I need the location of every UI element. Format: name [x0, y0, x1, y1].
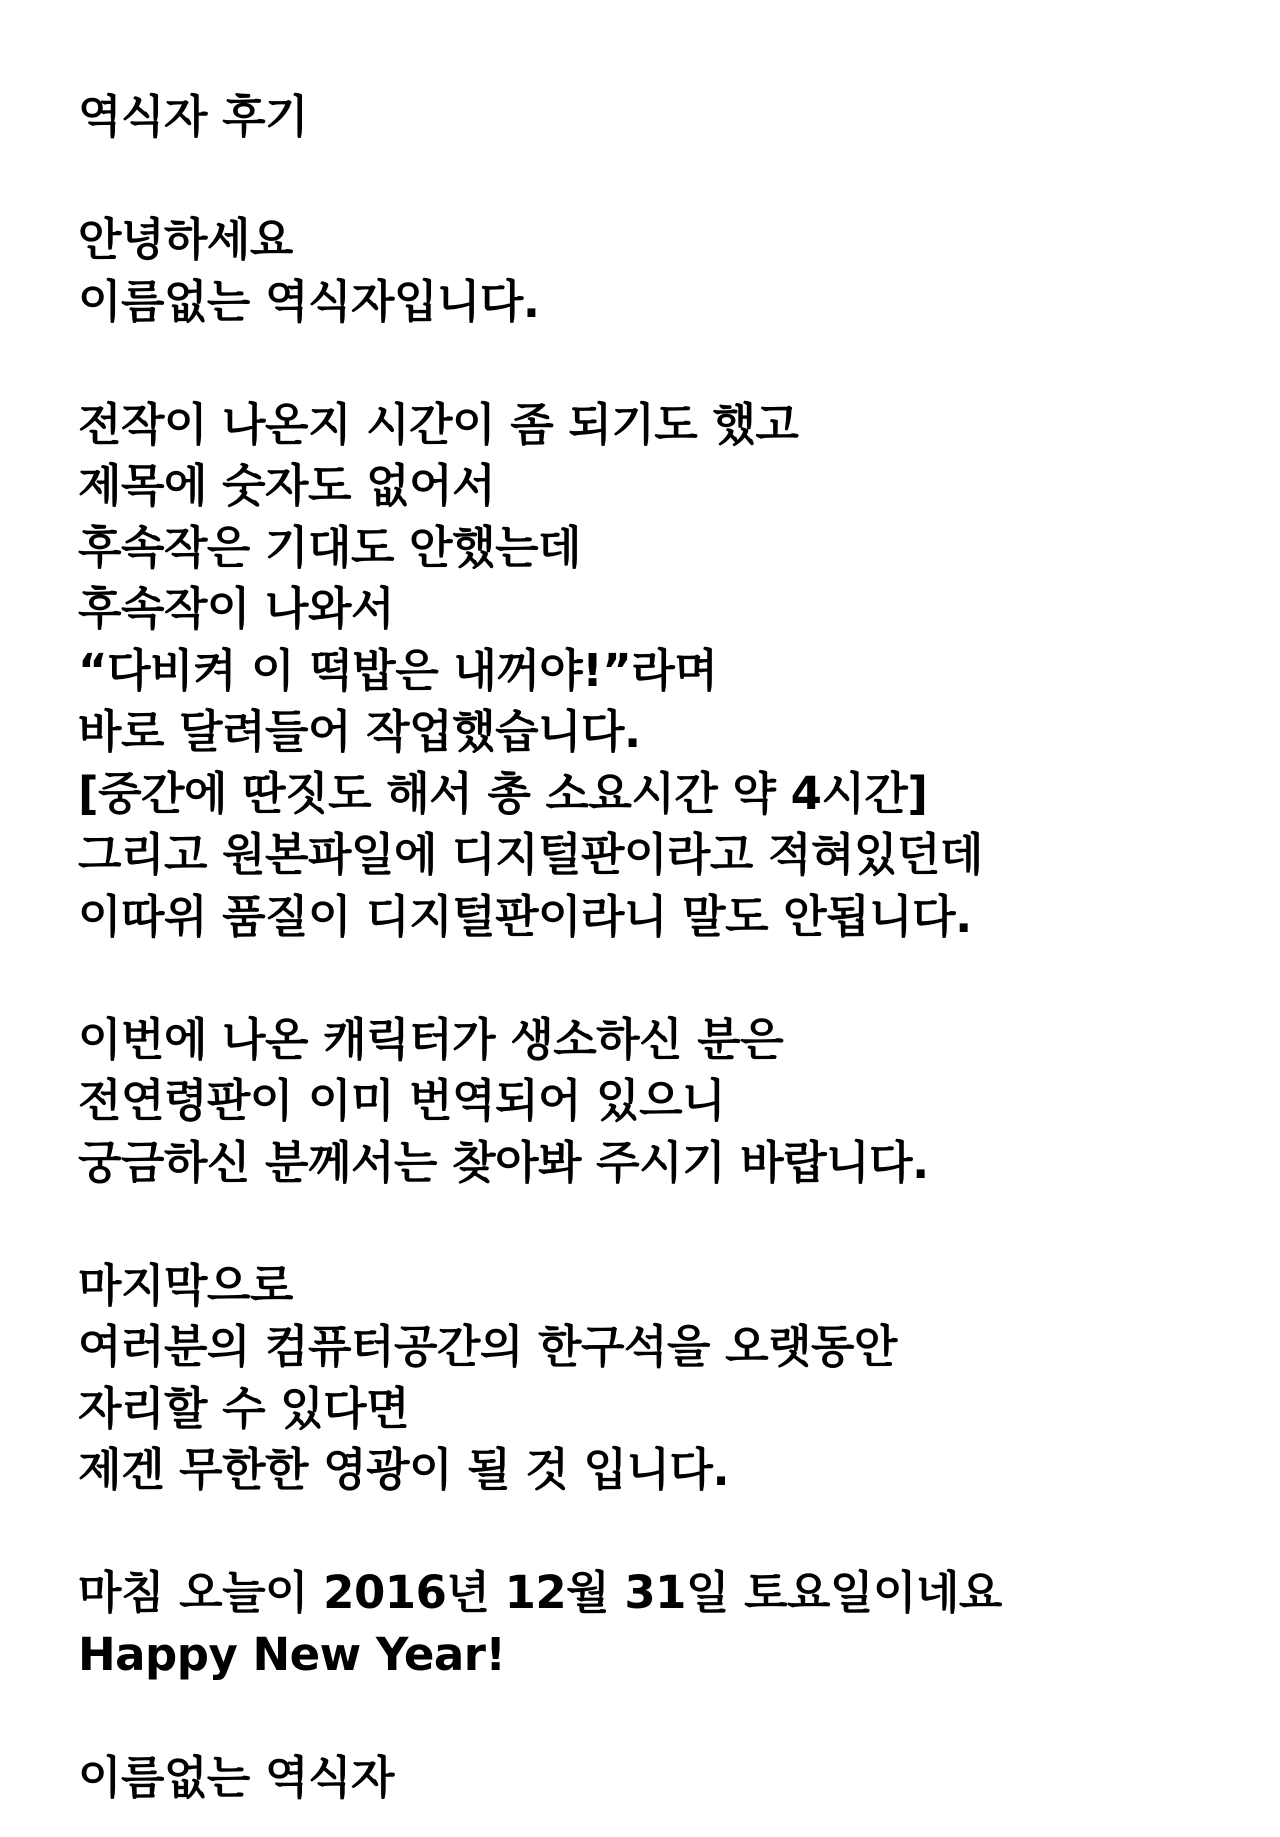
paragraph-line: [중간에 딴짓도 해서 총 소요시간 약 4시간] — [78, 766, 928, 820]
greeting-line: 이름없는 역식자입니다. — [78, 274, 540, 328]
closing-line: 마침 오늘이 2016년 12월 31일 토요일이네요 — [78, 1566, 1002, 1619]
paragraph-line: 제겐 무한한 영광이 될 것 입니다. — [78, 1443, 730, 1496]
paragraph-line: “다비켜 이 떡밥은 내꺼야!”라며 — [78, 643, 718, 697]
paragraph-line: 후속작은 기대도 안했는데 — [78, 520, 582, 574]
paragraph-line: 제목에 숫자도 없어서 — [78, 459, 496, 512]
paragraph-line: 전연령판이 이미 번역되어 있으니 — [78, 1074, 726, 1127]
signature: 이름없는 역식자 — [78, 1750, 394, 1804]
greeting-line: 안녕하세요 — [78, 213, 293, 266]
paragraph-line: 자리할 수 있다면 — [78, 1381, 410, 1435]
paragraph-line: 후속작이 나와서 — [78, 582, 394, 635]
translator-afterword-page — [78, 86, 1228, 1808]
paragraph-line: 바로 달려들어 작업했습니다. — [78, 705, 641, 758]
paragraph-line: 마지막으로 — [78, 1258, 293, 1312]
paragraph-line: 여러분의 컴퓨터공간의 한구석을 오랫동안 — [78, 1320, 897, 1373]
paragraph-line: 궁금하신 분께서는 찾아봐 주시기 바랍니다. — [78, 1135, 929, 1189]
closing-line: Happy New Year! — [78, 1627, 506, 1681]
afterword-title: 역식자 후기 — [78, 90, 309, 143]
paragraph-line: 그리고 원본파일에 디지털판이라고 적혀있던데 — [78, 828, 983, 881]
paragraph-line: 전작이 나온지 시간이 좀 되기도 했고 — [78, 397, 799, 451]
paragraph-line: 이번에 나온 캐릭터가 생소하신 분은 — [78, 1012, 784, 1066]
paragraph-line: 이따위 품질이 디지털판이라니 말도 안됩니다. — [78, 889, 972, 943]
